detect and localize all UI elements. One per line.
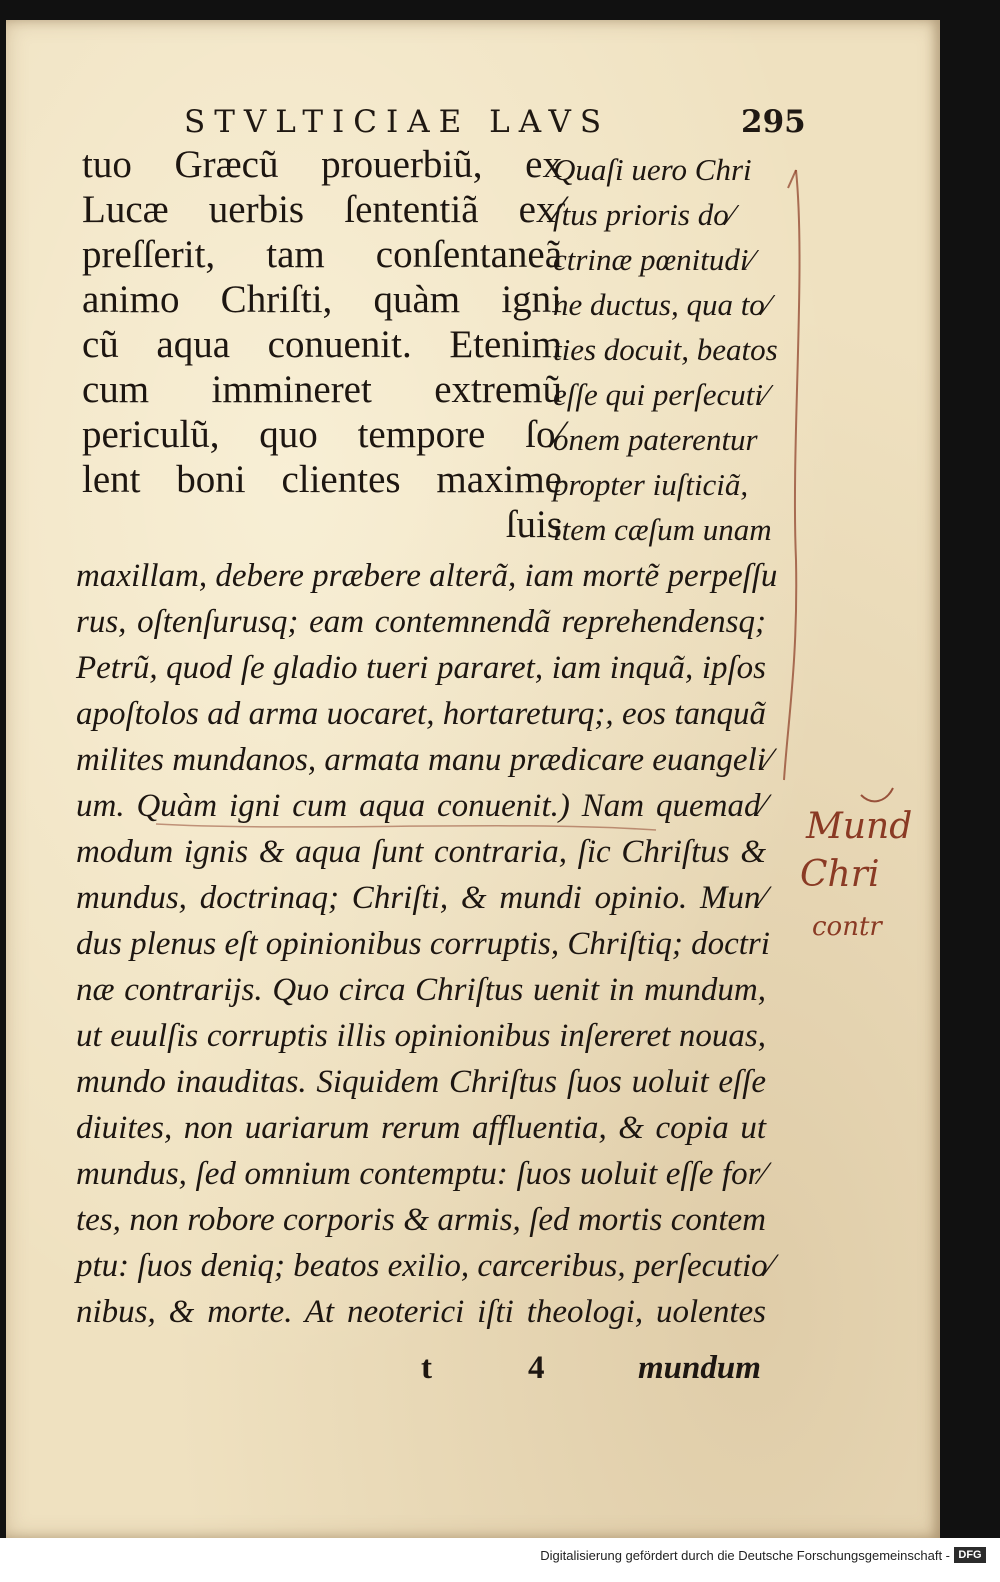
main-text-line: animo Chriſti, quàm igni <box>82 278 562 321</box>
side-text-line: eſſe qui perſecuti⁄ <box>553 377 769 412</box>
italic-text-line: mundo inauditas. Siquidem Chriſtus ſuos uoluit eſſe <box>76 1064 766 1100</box>
main-text-line: cũ aqua conuenit. Etenim <box>82 323 562 366</box>
page-number: 295 <box>741 104 806 140</box>
italic-text-line: rus, oſtenſurusq; eam contemnendã reprehendensq; <box>76 604 766 640</box>
handwritten-note-line: Mund <box>806 806 913 847</box>
signature-number: 4 <box>528 1350 545 1386</box>
side-text-line: ſtus prioris do⁄ <box>553 197 734 232</box>
italic-text-line: diuites, non uariarum rerum affluentia, & copia ut <box>76 1110 766 1146</box>
italic-text-line: ptu: ſuos deniq; beatos exilio, carceribus, perſecutio⁄ <box>76 1248 774 1284</box>
italic-text-line: apoſtolos ad arma uocaret, hortareturq;, eos tanquã <box>76 696 766 732</box>
italic-text-line: milites mundanos, armata manu prædicare euangeli⁄ <box>76 742 772 778</box>
italic-text-line: nibus, & morte. At neoterici iſti theologi, uolentes <box>76 1294 766 1330</box>
italic-text-line: ut euulſis corruptis illis opinionibus inſereret nouas, <box>76 1018 766 1054</box>
main-text-line: periculũ, quo tempore ſo⁄ <box>82 413 562 456</box>
signature-letter: t <box>421 1350 432 1386</box>
main-text-line: lent boni clientes maxime <box>82 458 562 501</box>
italic-text-line: næ contrarijs. Quo circa Chriſtus uenit in mundum, <box>76 972 766 1008</box>
italic-text-line: Petrũ, quod ſe gladio tueri pararet, iam inquã, ipſos <box>76 650 766 686</box>
main-text-line: preſſerit, tam conſentaneã <box>82 233 562 276</box>
main-text-line: tuo Græcũ prouerbiũ, ex <box>82 143 562 186</box>
marginal-bracket <box>6 20 940 1538</box>
main-text-line: Lucæ uerbis ſententiã ex⁄ <box>82 188 562 231</box>
digitization-credit: Digitalisierung gefördert durch die Deutsche Forschungsgemeinschaft - <box>540 1548 950 1563</box>
side-text-line: item cæſum unam <box>553 512 772 547</box>
side-text-line: Quaſi uero Chri <box>553 152 752 187</box>
main-text-line: ſuis <box>505 503 562 546</box>
side-text-line: ne ductus, qua to⁄ <box>553 287 770 322</box>
dfg-logo: DFG <box>954 1547 986 1563</box>
book-page <box>6 20 940 1538</box>
side-text-line: propter iuſticiã, <box>553 467 749 502</box>
italic-text-line: tes, non robore corporis & armis, ſed mortis contem <box>76 1202 766 1238</box>
handwritten-note-line: Chri <box>800 854 880 895</box>
catchword: mundum <box>638 1350 761 1386</box>
side-text-line: ctrinæ pœnitudi⁄ <box>553 242 754 277</box>
italic-text-line: modum ignis & aqua ſunt contraria, ſic Chriſtus & <box>76 834 766 870</box>
italic-text-line: um. Quàm igni cum aqua conuenit.) Nam quemad⁄ <box>76 788 766 824</box>
side-text-line: ties docuit, beatos <box>553 332 778 367</box>
main-text-line: cum immineret extremũ <box>82 368 562 411</box>
italic-text-line: mundus, doctrinaq; Chriſti, & mundi opinio. Mun⁄ <box>76 880 766 916</box>
italic-text-line: dus plenus eſt opinionibus corruptis, Chriſtiq; doctri <box>76 926 770 962</box>
italic-text-line: maxillam, debere præbere alterã, iam mortẽ perpeſſu <box>76 558 778 594</box>
running-head: STVLTICIAE LAVS <box>184 104 611 140</box>
italic-text-line: mundus, ſed omnium contemptu: ſuos uoluit eſſe for⁄ <box>76 1156 766 1192</box>
side-text-line: onem paterentur <box>553 422 758 457</box>
handwritten-note-line: contr <box>812 912 882 942</box>
